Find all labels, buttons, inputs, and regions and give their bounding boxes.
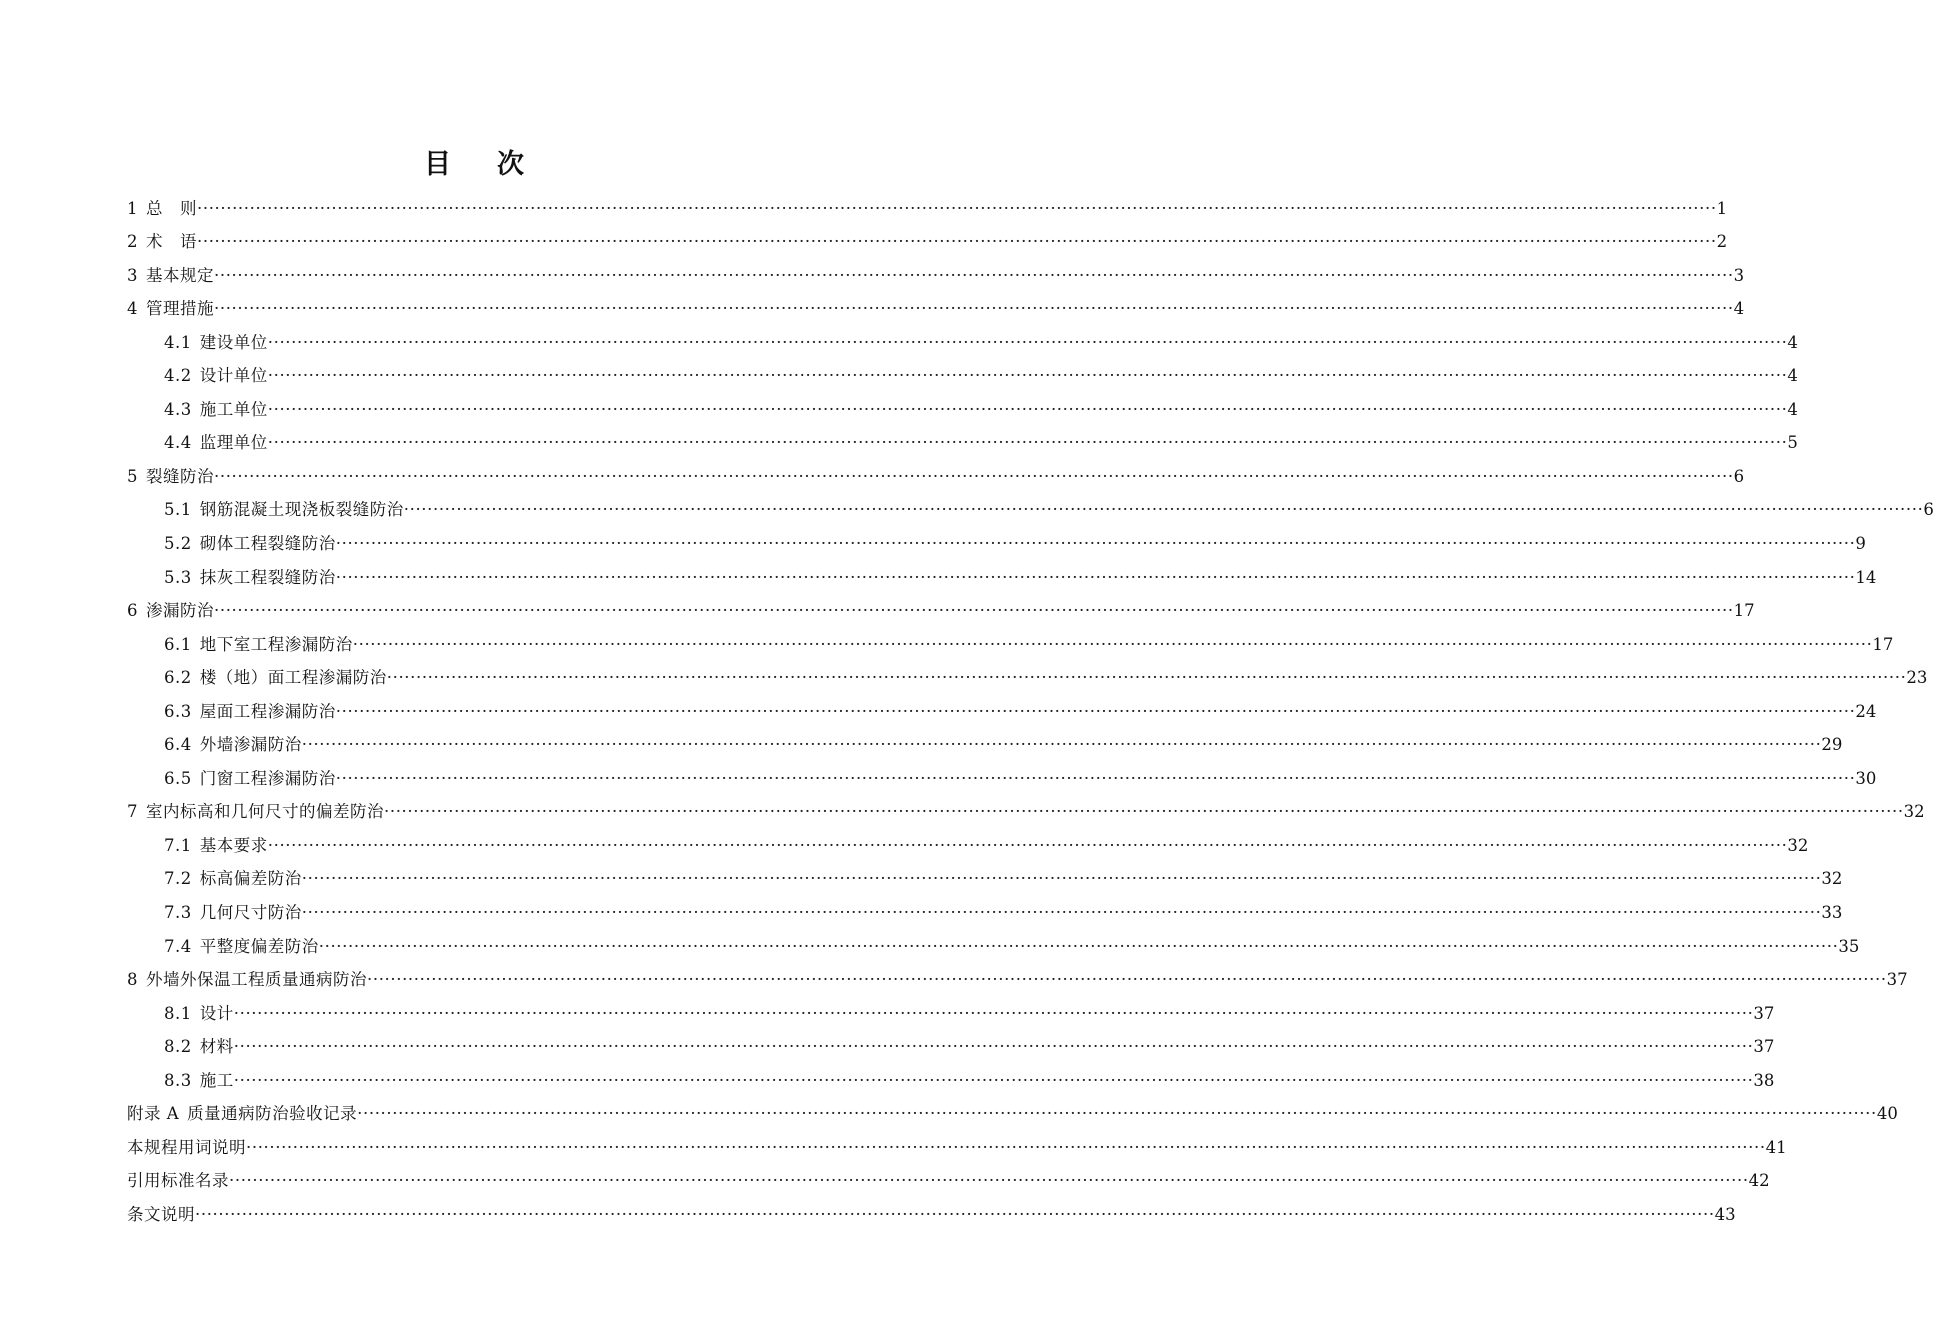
toc-leader-dots: ···································································································································································································································································· <box>267 433 1788 453</box>
toc-entry-label: 钢筋混凝土现浇板裂缝防治 <box>199 500 404 520</box>
toc-leader-dots: ···································································································································································································································································· <box>301 869 1822 889</box>
toc-entry-title <box>127 601 214 621</box>
toc-entry[interactable] <box>127 621 1894 655</box>
toc-entry-title <box>164 400 268 420</box>
toc-leader-dots: ···································································································································································································································································· <box>335 534 1856 554</box>
toc-entry-number: 5 <box>127 466 138 486</box>
toc-entry-label: 几何尺寸防治 <box>199 903 302 923</box>
toc-entry-number: 4.4 <box>164 433 192 453</box>
toc-entry[interactable] <box>127 319 1798 353</box>
toc-entry-number: 7.2 <box>164 869 192 889</box>
toc-page-number: 35 <box>1838 936 1860 956</box>
toc-leader-dots: ···································································································································································································································································· <box>335 768 1856 788</box>
toc-leader-dots: ···································································································································································································································································· <box>301 903 1822 923</box>
toc-entry[interactable] <box>127 487 1934 521</box>
toc-entry-title <box>164 903 302 923</box>
toc-entry-number: 6.3 <box>164 701 192 721</box>
toc-page-number: 41 <box>1765 1137 1787 1157</box>
toc-entry-number: 6 <box>127 601 138 621</box>
toc-entry-label: 总 则 <box>146 198 197 218</box>
toc-entry-number: 8.3 <box>164 1070 192 1090</box>
toc-entry-label: 平整度偏差防治 <box>199 936 319 956</box>
toc-entry-title <box>164 568 336 588</box>
toc-page-number: 6 <box>1733 466 1745 486</box>
toc-entry-title <box>164 869 302 889</box>
toc-page-number: 37 <box>1753 1037 1775 1057</box>
toc-entry-label: 砌体工程裂缝防治 <box>199 534 336 554</box>
toc-page-number: 38 <box>1753 1070 1775 1090</box>
toc-page-number: 5 <box>1787 433 1798 453</box>
toc-entry-number: 6.4 <box>164 735 192 755</box>
toc-entry-label: 楼（地）面工程渗漏防治 <box>199 668 387 688</box>
toc-entry-title <box>164 769 336 789</box>
toc-entry-label: 建设单位 <box>199 332 268 352</box>
toc-entry-number: 6.5 <box>164 768 192 788</box>
toc-entry[interactable] <box>127 655 1928 689</box>
toc-entry-label: 术 语 <box>146 232 197 252</box>
toc-entry[interactable] <box>127 755 1877 789</box>
toc-entry[interactable] <box>127 688 1877 722</box>
toc-leader-dots: ···································································································································································································································································· <box>335 701 1856 721</box>
toc-entry-number: 附录 A <box>127 1104 180 1124</box>
toc-entry[interactable] <box>127 1091 1898 1125</box>
toc-leader-dots: ···································································································································································································································································· <box>267 366 1788 386</box>
toc-entry-label: 屋面工程渗漏防治 <box>199 701 336 721</box>
toc-entry-number: 7.4 <box>164 936 192 956</box>
toc-entry-title <box>164 433 268 453</box>
toc-page-number: 37 <box>1886 970 1908 990</box>
toc-entry-title <box>127 802 384 822</box>
toc-entry-label: 本规程用词说明 <box>127 1137 246 1157</box>
toc-entry-number: 5.1 <box>164 500 192 520</box>
toc-entry[interactable] <box>127 588 1755 622</box>
toc-entry-number: 7.3 <box>164 903 192 923</box>
toc-entry[interactable] <box>127 1124 1787 1158</box>
toc-entry-number: 7.1 <box>164 835 192 855</box>
toc-entry-title <box>164 836 268 856</box>
toc-entry-label: 室内标高和几何尺寸的偏差防治 <box>146 802 384 822</box>
toc-leader-dots: ···································································································································································································································································· <box>403 500 1924 520</box>
toc-entry-number: 2 <box>127 232 138 252</box>
page-title-left: 目 <box>424 149 453 180</box>
toc-page-number: 4 <box>1733 299 1745 319</box>
toc-leader-dots: ···································································································································································································································································· <box>229 1171 1749 1191</box>
page-title-right: 次 <box>497 149 526 180</box>
toc-entry-label: 监理单位 <box>199 433 268 453</box>
toc-leader-dots: ···································································································································································································································································· <box>214 601 1734 621</box>
toc-leader-dots: ···································································································································································································································································· <box>233 1070 1754 1090</box>
toc-entry-label: 设计单位 <box>199 366 268 386</box>
toc-page-number: 6 <box>1923 500 1934 520</box>
toc-entry-number: 4.1 <box>164 332 192 352</box>
toc-entry[interactable] <box>127 889 1843 923</box>
toc-page-number: 37 <box>1753 1003 1775 1023</box>
toc-entry[interactable] <box>127 957 1908 991</box>
toc-entry-label: 引用标准名录 <box>127 1171 229 1191</box>
toc-leader-dots: ···································································································································································································································································· <box>318 936 1839 956</box>
toc-page-number: 32 <box>1903 802 1925 822</box>
toc-entry-title <box>164 937 319 957</box>
toc-entry-number: 3 <box>127 265 138 285</box>
toc-entry-label: 外墙渗漏防治 <box>199 735 302 755</box>
toc-entry-label: 管理措施 <box>146 299 214 319</box>
toc-page-number: 32 <box>1821 869 1843 889</box>
toc-leader-dots: ···································································································································································································································································· <box>233 1037 1754 1057</box>
toc-entry-number: 8.1 <box>164 1003 192 1023</box>
toc-entry-label: 材料 <box>199 1037 234 1057</box>
toc-leader-dots: ···································································································································································································································································· <box>214 466 1734 486</box>
toc-entry[interactable] <box>127 1024 1775 1058</box>
toc-entry-number: 8.2 <box>164 1037 192 1057</box>
toc-entry-label: 门窗工程渗漏防治 <box>199 768 336 788</box>
toc-entry-title <box>127 232 197 252</box>
toc-entry[interactable] <box>127 252 1745 286</box>
toc-page-number: 43 <box>1714 1204 1736 1224</box>
toc-leader-dots: ···································································································································································································································································· <box>384 802 1904 822</box>
toc-entry-number: 6.2 <box>164 668 192 688</box>
toc-entry-label: 渗漏防治 <box>146 601 214 621</box>
toc-page-number: 9 <box>1855 534 1866 554</box>
toc-page-number: 4 <box>1787 366 1798 386</box>
toc-page-number: 1 <box>1716 198 1728 218</box>
toc-entry-title <box>127 299 214 319</box>
toc-entry-label: 质量通病防治验收记录 <box>187 1104 358 1124</box>
toc-entry-label: 施工 <box>199 1070 234 1090</box>
toc-leader-dots: ···································································································································································································································································· <box>267 332 1788 352</box>
page-title <box>0 142 950 181</box>
toc-page-number: 4 <box>1787 399 1798 419</box>
toc-entry-title <box>164 1004 234 1024</box>
toc-entry-title <box>127 266 214 286</box>
toc-entry[interactable] <box>127 1158 1770 1192</box>
toc-leader-dots: ···································································································································································································································································· <box>214 265 1734 285</box>
toc-entry[interactable] <box>127 453 1745 487</box>
toc-page-number: 30 <box>1855 768 1877 788</box>
toc-entry[interactable] <box>127 990 1775 1024</box>
toc-page-number: 23 <box>1906 668 1928 688</box>
toc-entry-title <box>164 366 268 386</box>
toc-page-number: 42 <box>1748 1171 1770 1191</box>
toc-entry-label: 条文说明 <box>127 1204 195 1224</box>
toc-entry[interactable] <box>127 286 1745 320</box>
toc-entry-title <box>164 702 336 722</box>
toc-leader-dots: ···································································································································································································································································· <box>197 198 1717 218</box>
toc-entry-title <box>164 668 387 688</box>
toc-entry[interactable] <box>127 353 1798 387</box>
toc-entry-title <box>127 1205 195 1225</box>
toc-entry-label: 基本要求 <box>199 835 268 855</box>
toc-page-number: 24 <box>1855 701 1877 721</box>
toc-entry-label: 抹灰工程裂缝防治 <box>199 567 336 587</box>
toc-leader-dots: ···································································································································································································································································· <box>367 970 1887 990</box>
toc-leader-dots: ···································································································································································································································································· <box>195 1204 1715 1224</box>
toc-entry[interactable] <box>127 219 1728 253</box>
toc-entry-label: 施工单位 <box>199 399 268 419</box>
toc-entry-number: 5.2 <box>164 534 192 554</box>
toc-page-number: 29 <box>1821 735 1843 755</box>
toc-entry[interactable] <box>127 420 1798 454</box>
toc-entry-label: 基本规定 <box>146 265 214 285</box>
toc-entry-label: 外墙外保温工程质量通病防治 <box>146 970 367 990</box>
toc-page-number: 33 <box>1821 903 1843 923</box>
toc-leader-dots: ···································································································································································································································································· <box>357 1104 1877 1124</box>
toc-entry-title <box>127 1104 357 1124</box>
toc-entry-title <box>164 333 268 353</box>
toc-entry[interactable] <box>127 722 1843 756</box>
toc-entry-title <box>164 635 353 655</box>
toc-page-number: 17 <box>1872 634 1894 654</box>
toc-entry-label: 设计 <box>199 1003 234 1023</box>
toc-entry-number: 4 <box>127 299 138 319</box>
toc-leader-dots: ···································································································································································································································································· <box>301 735 1822 755</box>
toc-entry[interactable] <box>127 822 1809 856</box>
toc-entry[interactable] <box>127 1057 1775 1091</box>
toc-entry-number: 7 <box>127 802 138 822</box>
toc-leader-dots: ···································································································································································································································································· <box>233 1003 1754 1023</box>
toc-entry-number: 1 <box>127 198 138 218</box>
toc-page-number: 2 <box>1716 232 1728 252</box>
toc-entry[interactable] <box>127 923 1860 957</box>
toc-entry[interactable] <box>127 554 1877 588</box>
toc-page-number: 17 <box>1733 601 1755 621</box>
toc-page-number: 4 <box>1787 332 1798 352</box>
toc-entry-number: 6.1 <box>164 634 192 654</box>
toc-leader-dots: ···································································································································································································································································· <box>197 232 1717 252</box>
toc-page-number: 3 <box>1733 265 1745 285</box>
toc-entry-title <box>127 970 367 990</box>
toc-entry-label: 地下室工程渗漏防治 <box>199 634 353 654</box>
table-of-contents <box>127 185 1934 1225</box>
toc-entry-title <box>127 1138 246 1158</box>
toc-entry[interactable] <box>127 856 1843 890</box>
toc-entry[interactable] <box>127 789 1925 823</box>
toc-entry-title <box>164 1037 234 1057</box>
toc-entry-title <box>127 199 197 219</box>
toc-entry-number: 5.3 <box>164 567 192 587</box>
toc-leader-dots: ···································································································································································································································································· <box>246 1137 1766 1157</box>
toc-entry-title <box>127 467 214 487</box>
toc-leader-dots: ···································································································································································································································································· <box>267 835 1788 855</box>
toc-entry-label: 裂缝防治 <box>146 466 214 486</box>
toc-entry-number: 4.2 <box>164 366 192 386</box>
toc-leader-dots: ···································································································································································································································································· <box>352 634 1873 654</box>
toc-page-number: 32 <box>1787 835 1809 855</box>
toc-leader-dots: ···································································································································································································································································· <box>267 399 1788 419</box>
toc-entry[interactable] <box>127 1191 1736 1225</box>
toc-entry-title <box>164 500 404 520</box>
toc-entry-number: 8 <box>127 970 138 990</box>
toc-entry[interactable] <box>127 185 1728 219</box>
toc-leader-dots: ···································································································································································································································································· <box>386 668 1907 688</box>
toc-entry[interactable] <box>127 520 1866 554</box>
toc-entry[interactable] <box>127 386 1798 420</box>
toc-page-number: 14 <box>1855 567 1877 587</box>
toc-entry-title <box>127 1171 229 1191</box>
toc-entry-title <box>164 534 336 554</box>
toc-entry-title <box>164 1071 234 1091</box>
toc-page-number: 40 <box>1876 1104 1898 1124</box>
toc-leader-dots: ···································································································································································································································································· <box>214 299 1734 319</box>
toc-leader-dots: ···································································································································································································································································· <box>335 567 1856 587</box>
toc-entry-title <box>164 735 302 755</box>
toc-entry-label: 标高偏差防治 <box>199 869 302 889</box>
toc-entry-number: 4.3 <box>164 399 192 419</box>
